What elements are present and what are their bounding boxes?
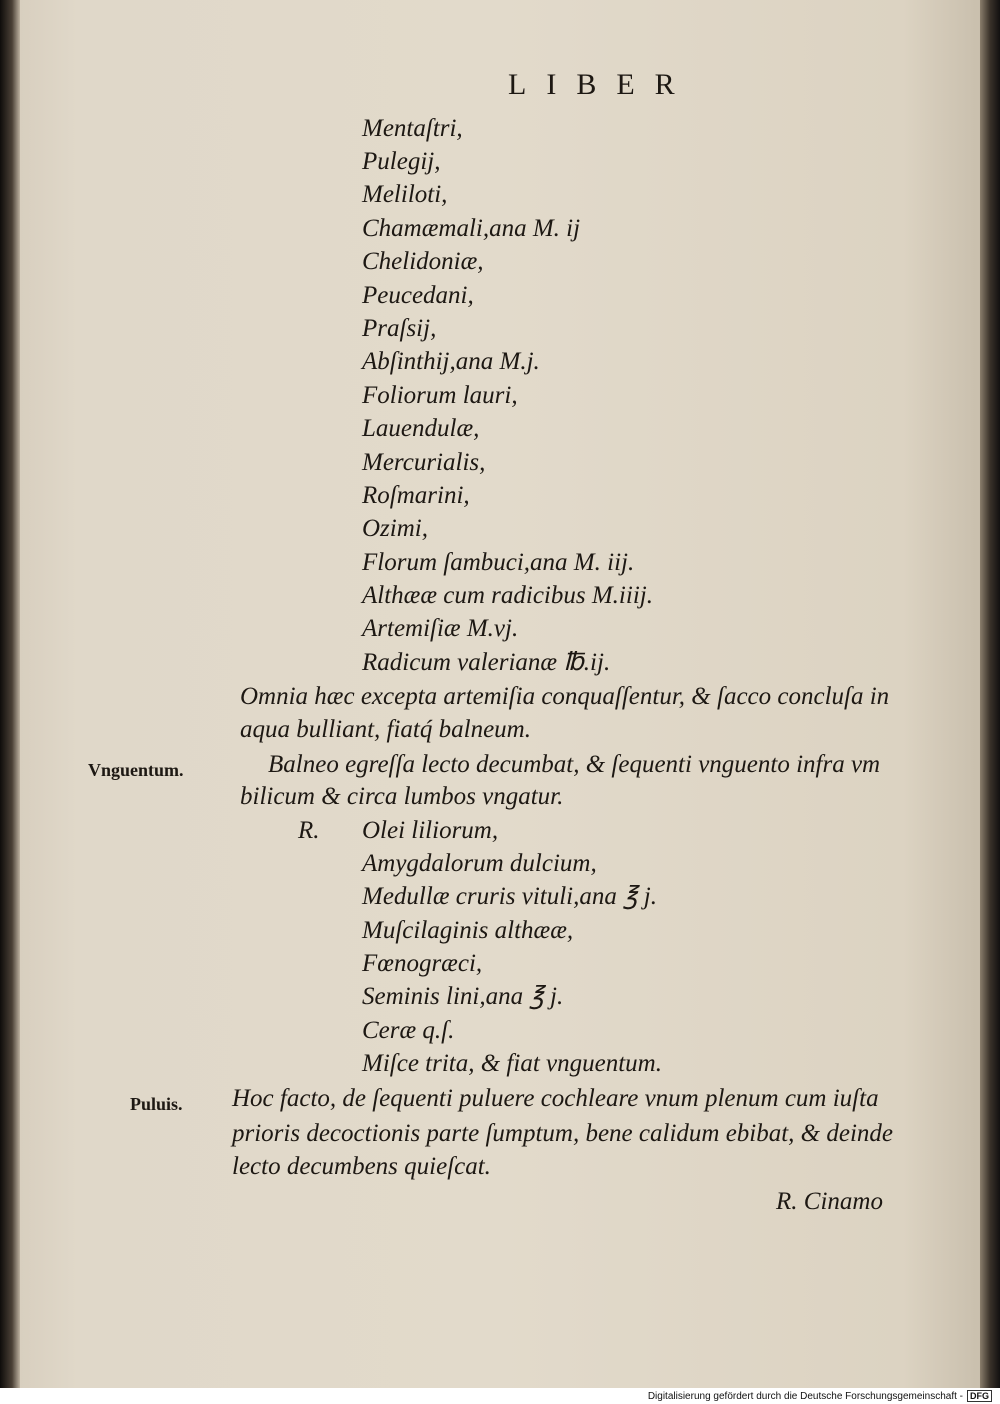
ingredient-line: Miſce trita, & fiat vnguentum. — [362, 1050, 662, 1077]
ingredient-line: Mentaſtri, — [362, 115, 463, 142]
paragraph-line: aqua bulliant, fiatq́ balneum. — [240, 716, 531, 743]
ingredient-line: Foliorum lauri, — [362, 382, 518, 409]
ingredient-line: Roſmarini, — [362, 482, 470, 509]
ingredient-line: Althææ cum radicibus M.iiij. — [362, 582, 653, 609]
ingredient-line: Florum ſambuci,ana M. iij. — [362, 549, 635, 576]
catchword: R. Cinamo — [776, 1188, 883, 1215]
dfg-logo: DFG — [967, 1390, 992, 1402]
paragraph-line: Hoc facto, de ſequenti puluere cochleare vnum plenum cum iuſta — [232, 1085, 879, 1112]
book-gutter-left — [0, 0, 20, 1388]
paragraph-line: lecto decumbens quieſcat. — [232, 1153, 491, 1180]
ingredient-line: Mercurialis, — [362, 449, 486, 476]
ingredient-line: Pulegij, — [362, 148, 441, 175]
ingredient-line: Fœnogræci, — [362, 950, 483, 977]
margin-note-puluis: Puluis. — [130, 1094, 183, 1114]
ingredient-line: Lauendulæ, — [362, 415, 480, 442]
recipe-mark: R. — [298, 817, 320, 844]
digitization-footer — [0, 1388, 1000, 1404]
ingredient-line: Meliloti, — [362, 181, 448, 208]
paragraph-line: Balneo egreſſa lecto decumbat, & ſequenti vnguento infra vm — [268, 751, 881, 778]
ingredient-line: Peucedani, — [362, 282, 474, 309]
ingredient-line: Amygdalorum dulcium, — [362, 850, 597, 877]
book-edge-right — [980, 0, 1000, 1388]
ingredient-line: Chelidoniæ, — [362, 248, 484, 275]
ingredient-line: Medullæ cruris vituli,ana ℥ j. — [362, 883, 657, 910]
ingredient-line: Ceræ q.ſ. — [362, 1017, 455, 1044]
ingredient-line: Chamæmali,ana M. ij — [362, 215, 581, 242]
paragraph-line: bilicum & circa lumbos vngatur. — [240, 783, 564, 810]
paragraph-line: Omnia hæc excepta artemiſia conquaſſentur, & ſacco concluſa in — [240, 683, 890, 710]
margin-note-unguentum: Vnguentum. — [88, 760, 184, 780]
ingredient-line: Praſsij, — [362, 315, 437, 342]
running-title: LIBER — [508, 68, 695, 101]
footer-text: Digitalisierung gefördert durch die Deutsche Forschungsgemeinschaft - — [647, 1390, 963, 1402]
ingredient-line: Artemiſiæ M.vj. — [362, 615, 519, 642]
ingredient-line: Seminis lini,ana ℥ j. — [362, 983, 564, 1010]
paragraph-line: prioris decoctionis parte ſumptum, bene calidum ebibat, & deinde — [232, 1120, 894, 1147]
ingredient-line: Muſcilaginis althææ, — [362, 917, 574, 944]
ingredient-line: Ozimi, — [362, 515, 428, 542]
ingredient-line: Abſinthij,ana M.j. — [362, 348, 540, 375]
ingredient-line: Radicum valerianæ ℔.ij. — [362, 649, 611, 676]
ingredient-line: Olei liliorum, — [362, 817, 499, 844]
